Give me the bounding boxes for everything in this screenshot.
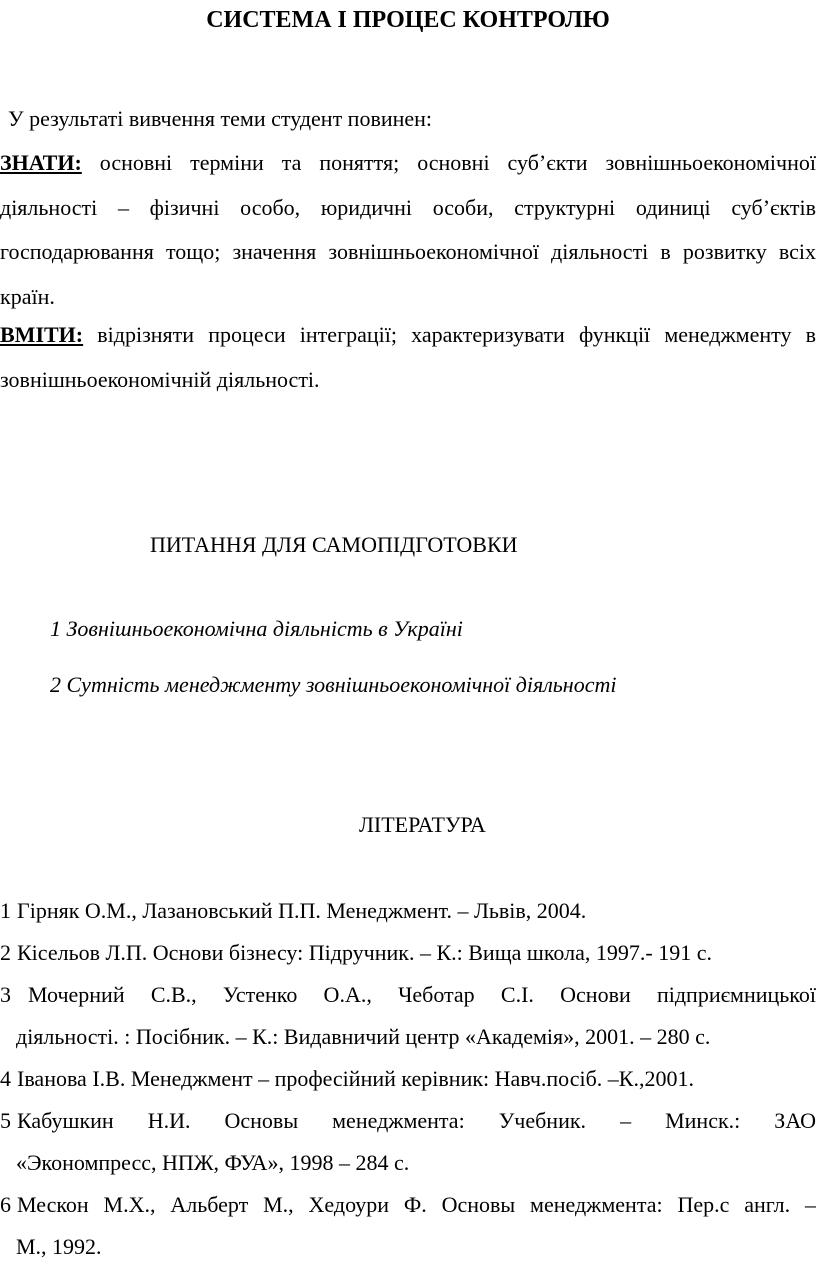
- question-item: 1 Зовнішньоекономічна діяльність в Україні: [50, 616, 463, 641]
- intro-text: У результаті вивчення теми студент повинен:: [8, 106, 433, 131]
- literature-number: 4: [0, 1066, 11, 1091]
- know-label: ЗНАТИ:: [0, 150, 82, 175]
- literature-text: Гірняк О.М., Лазановський П.П. Менеджмент. – Львів, 2004.: [17, 898, 587, 923]
- literature-item: [0, 932, 816, 974]
- literature-number: 2: [0, 940, 11, 965]
- literature-item: [0, 890, 816, 932]
- literature-item: [0, 974, 816, 1058]
- literature-item: [0, 1184, 816, 1268]
- literature-number: 6: [0, 1192, 11, 1217]
- literature-text: Мескон М.Х., Альберт М., Хедоури Ф. Основы менеджмента: Пер.с англ. –: [17, 1192, 816, 1217]
- question-item: 2 Сутність менеджменту зовнішньоекономічної діяльності: [50, 672, 617, 697]
- page-title: СИСТЕМА І ПРОЦЕС КОНТРОЛЮ: [206, 7, 610, 33]
- literature-text-continued: М., 1992.: [16, 1234, 102, 1259]
- literature-text-continued: «Экономпресс, НПЖ, ФУА», 1998 – 284 с.: [16, 1150, 410, 1175]
- can-paragraph: [0, 313, 816, 402]
- literature-text-continued: діяльності. : Посібник. – К.: Видавничий центр «Академія», 2001. – 280 с.: [16, 1024, 711, 1049]
- literature-text: Іванова І.В. Менеджмент – професійний керівник: Навч.посіб. –К.,2001.: [17, 1066, 694, 1091]
- literature-text: Кабушкин Н.И. Основы менеджмента: Учебник. – Минск.: ЗАО: [17, 1108, 816, 1133]
- can-label: ВМІТИ:: [0, 322, 84, 347]
- can-text: відрізняти процеси інтеграції; характеризувати функції менеджменту в зовнішньоекономічній діяльності.: [0, 322, 816, 392]
- know-text: основні терміни та поняття; основні суб’єкти зовнішньоекономічної діяльності – фізичні особо, юридичні особи, структурні одиниці суб’єктів господарювання тощо; значення зовнішньоекономічної діяльності в розвитку всіх країн.: [0, 150, 816, 309]
- literature-number: 5: [0, 1108, 11, 1133]
- literature-number: 3: [0, 982, 11, 1007]
- literature-text: Мочерний С.В., Устенко О.А., Чеботар С.І. Основи підприємницької: [28, 982, 816, 1007]
- literature-heading: ЛІТЕРАТУРА: [359, 812, 486, 837]
- literature-item: [0, 1100, 816, 1184]
- questions-heading: ПИТАННЯ ДЛЯ САМОПІДГОТОВКИ: [150, 532, 518, 557]
- literature-text: Кісельов Л.П. Основи бізнесу: Підручник. – К.: Вища школа, 1997.- 191 с.: [17, 940, 712, 965]
- literature-item: [0, 1058, 816, 1100]
- know-paragraph: [0, 141, 816, 319]
- literature-number: 1: [0, 898, 11, 923]
